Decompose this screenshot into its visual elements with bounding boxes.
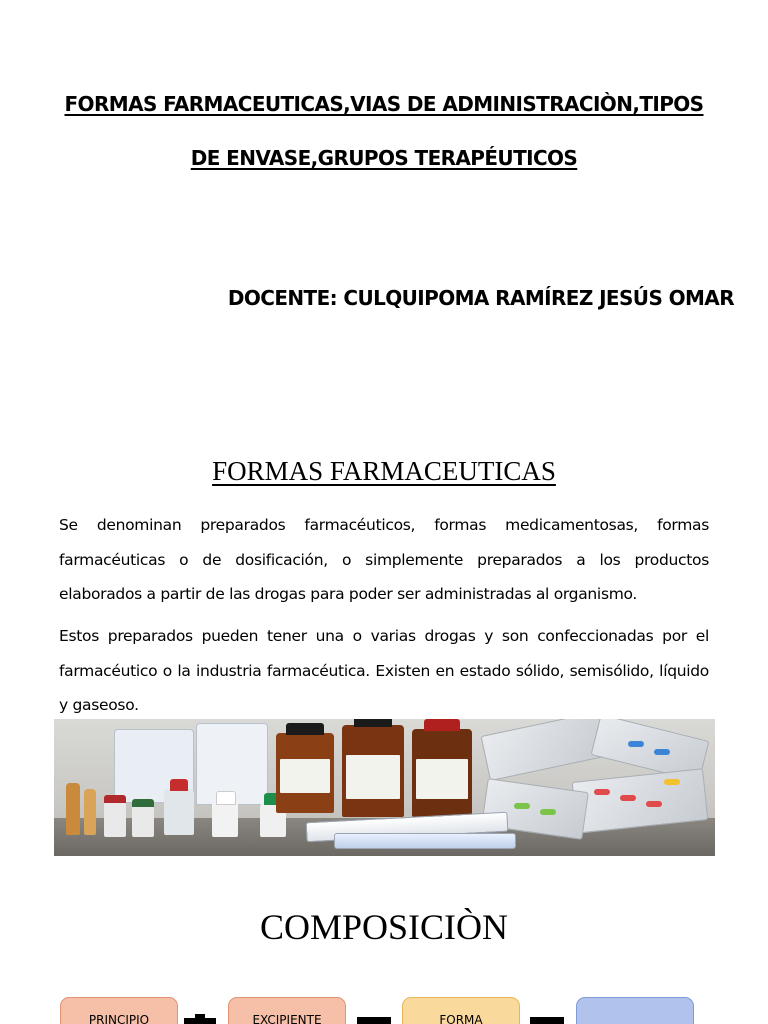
syrup-label [280, 759, 330, 793]
section-title: FORMAS FARMACEUTICAS [212, 456, 556, 486]
bottle-cap [216, 791, 236, 805]
syrup-cap [286, 723, 324, 735]
vial-cap [104, 795, 126, 803]
paragraph-definition: Se denominan preparados farmacéuticos, formas medicamentosas, formas farmacéuticas o de dosificación, o simplemente preparados a los productos elaborados a partir de las drogas para poder ser administradas al organismo. [59, 516, 709, 603]
syrup-label [346, 755, 400, 799]
dropper-bottle [164, 789, 194, 835]
document-title-line-1: FORMAS FARMACEUTICAS,VIAS DE ADMINISTRACIÒN,TIPOS [64, 92, 704, 116]
syrup-label [416, 759, 468, 799]
paragraph-states: Estos preparados pueden tener una o varias drogas y son confeccionadas por el farmacéutico o la industria farmacéutica. Existen en estado sólido, semisólido, líquido y gaseoso. [59, 627, 709, 714]
equals-operator-icon [530, 1017, 564, 1024]
pill [628, 741, 644, 747]
diagram-box-forma: FORMA [402, 997, 520, 1024]
pill [646, 801, 662, 807]
pill [594, 789, 610, 795]
diagram-box-principio: PRINCIPIO [60, 997, 178, 1024]
pill [654, 749, 670, 755]
syrup-cap [424, 719, 460, 731]
bottle-cap [170, 779, 188, 791]
blister-pack [481, 719, 610, 781]
ampoule [84, 789, 96, 835]
vial-cap [132, 799, 154, 807]
pill [540, 809, 556, 815]
vial [104, 801, 126, 837]
pill [620, 795, 636, 801]
vial [132, 805, 154, 837]
cream-tube [334, 833, 516, 849]
medicine-products-photo [54, 719, 715, 856]
document-title-line-2: DE ENVASE,GRUPOS TERAPÉUTICOS [190, 146, 578, 170]
syrup-cap [354, 719, 392, 727]
composicion-title: COMPOSICIÒN [259, 907, 509, 947]
equals-operator-icon [357, 1017, 391, 1024]
diagram-box-result [576, 997, 694, 1024]
pill [514, 803, 530, 809]
diagram-box-excipiente: EXCIPIENTE [228, 997, 346, 1024]
docente-name: DOCENTE: CULQUIPOMA RAMÍREZ JESÚS OMAR [227, 286, 734, 310]
plus-operator-icon-stem [195, 1014, 205, 1024]
ampoule [66, 783, 80, 835]
pill [664, 779, 680, 785]
dropper-bottle [212, 801, 238, 837]
